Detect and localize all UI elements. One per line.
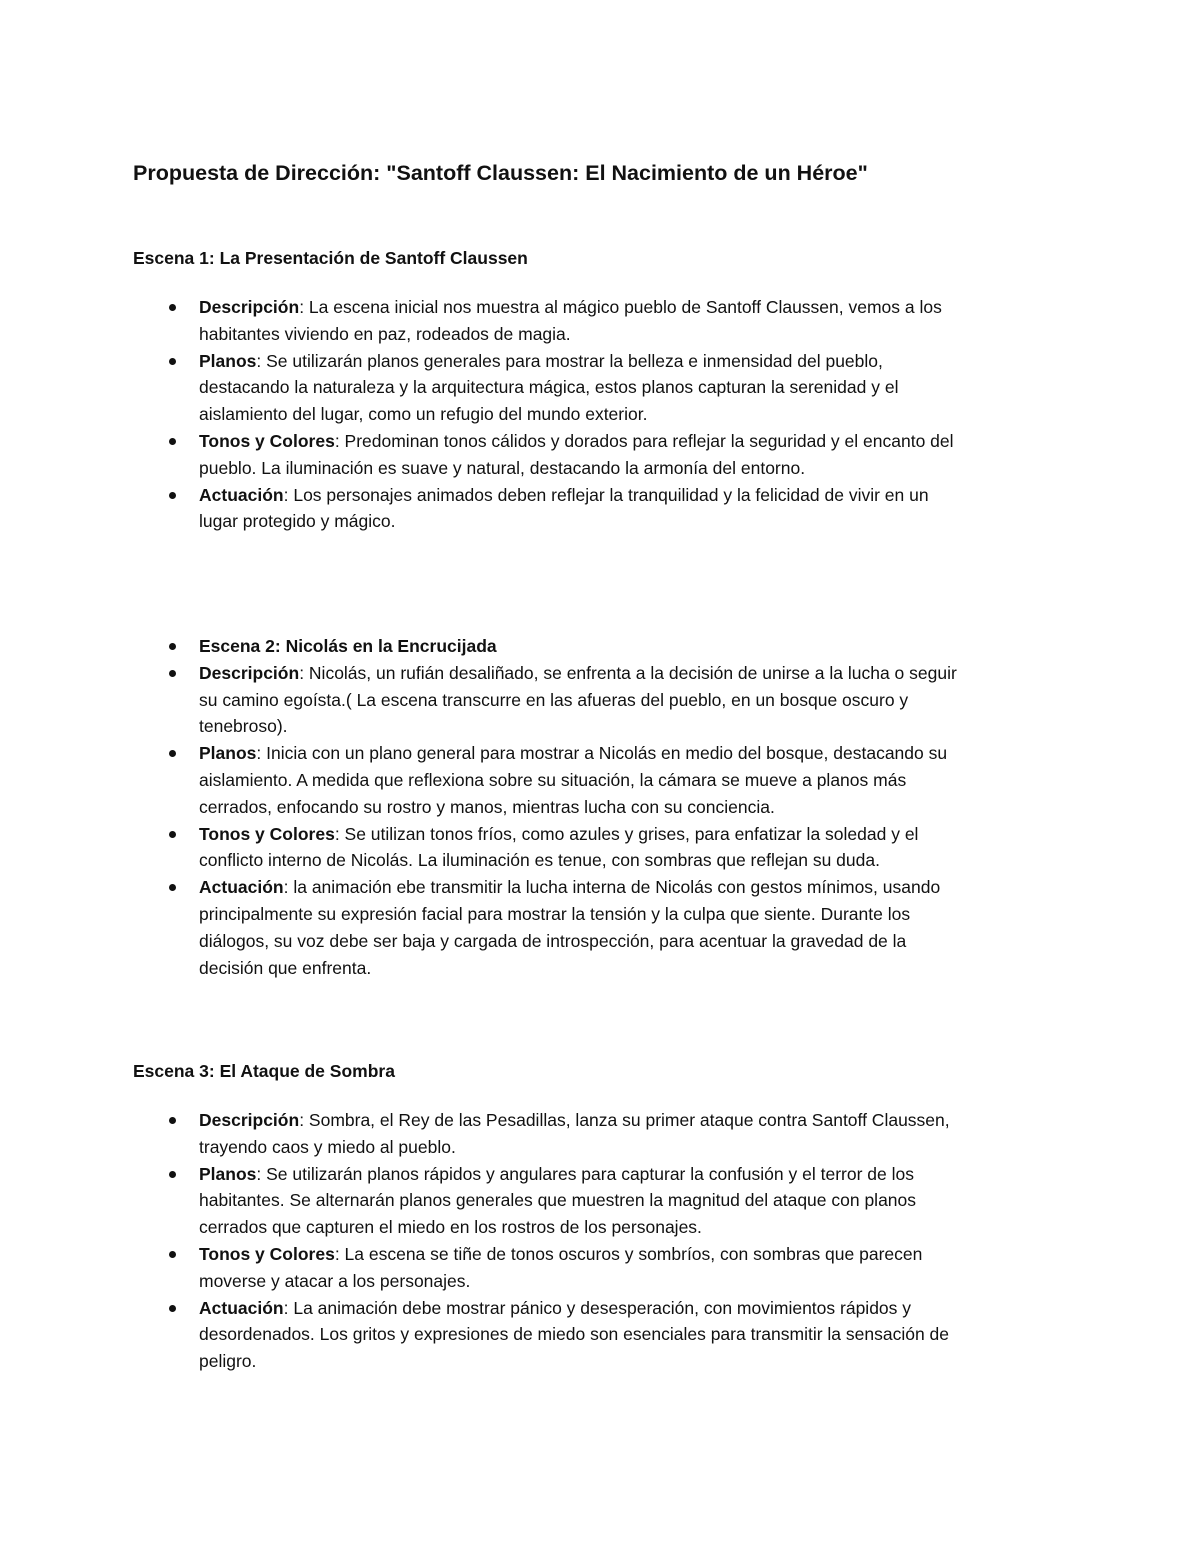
list-item xyxy=(0,1107,969,1161)
scene-1-heading: Escena 1: La Presentación de Santoff Claussen xyxy=(133,248,528,268)
bullet-icon xyxy=(169,304,176,311)
bullet-icon xyxy=(169,1251,176,1258)
bullet-icon xyxy=(169,884,176,891)
item-text: : La escena se tiñe de tonos oscuros y sombríos, con sombras que parecen moverse y atacar a los personajes. xyxy=(199,1243,923,1291)
list-item xyxy=(0,821,969,875)
item-text: : La escena inicial nos muestra al mágico pueblo de Santoff Claussen, vemos a los habitantes viviendo en paz, rodeados de magia. xyxy=(199,297,942,344)
item-text: : Sombra, el Rey de las Pesadillas, lanza su primer ataque contra Santoff Claussen, trayendo caos y miedo al pueblo. xyxy=(199,1110,950,1157)
bullet-icon xyxy=(169,438,176,445)
bullet-icon xyxy=(169,1171,176,1178)
list-item xyxy=(0,660,969,740)
item-text: : La animación debe mostrar pánico y desesperación, con movimientos rápidos y desordenados. Los gritos y expresiones de miedo son esenciales para transmitir la sensación de peligro. xyxy=(199,1297,950,1372)
item-text: : la animación ebe transmitir la lucha interna de Nicolás con gestos mínimos, usando principalmente su expresión facial para mostrar la tensión y la culpa que siente. Durante los diálogos, su voz debe ser baja y cargada de introspección, para acentuar la gravedad de la decisión que enfrenta. xyxy=(199,877,941,978)
scene-3-heading: Escena 3: El Ataque de Sombra xyxy=(133,1061,395,1081)
list-item xyxy=(0,1161,969,1241)
scene-1-list xyxy=(0,294,1000,535)
bullet-icon xyxy=(169,492,176,499)
item-label: Planos xyxy=(199,743,257,764)
item-label: Actuación xyxy=(199,1297,284,1318)
list-item xyxy=(0,1295,969,1375)
list-item xyxy=(0,740,969,820)
item-label: Descripción xyxy=(199,1110,300,1130)
list-item xyxy=(0,874,969,981)
list-item xyxy=(0,348,969,428)
item-text: : Se utilizarán planos generales para mostrar la belleza e inmensidad del pueblo, destacando la naturaleza y la arquitectura mágica, estos planos capturan la serenidad y el aislamiento del lugar, como un refugio del mundo exterior. xyxy=(199,350,899,425)
list-item xyxy=(0,482,969,536)
bullet-icon xyxy=(169,1117,176,1124)
item-text: : Nicolás, un rufián desaliñado, se enfrenta a la decisión de unirse a la lucha o seguir su camino egoísta.( La escena transcurre en las afueras del pueblo, en un bosque oscuro y tenebroso). xyxy=(199,662,957,737)
document-title: Propuesta de Dirección: "Santoff Claussen: El Nacimiento de un Héroe" xyxy=(133,161,868,185)
item-text: : Se utilizan tonos fríos, como azules y grises, para enfatizar la soledad y el conflicto interno de Nicolás. La iluminación es tenue, con sombras que reflejan su duda. xyxy=(199,823,919,871)
item-label: Tonos y Colores xyxy=(199,823,335,844)
bullet-icon xyxy=(169,1305,176,1312)
list-item xyxy=(0,1241,969,1295)
bullet-icon xyxy=(169,831,176,838)
scene-2-heading: Escena 2: Nicolás en la Encrucijada xyxy=(199,636,497,656)
scene-3-list xyxy=(0,1107,1000,1375)
item-label: Actuación xyxy=(199,484,284,505)
bullet-icon xyxy=(169,643,176,650)
scene-2-list xyxy=(0,633,1000,981)
item-label: Descripción xyxy=(199,662,300,683)
item-text: : Los personajes animados deben reflejar la tranquilidad y la felicidad de vivir en un lugar protegido y mágico. xyxy=(199,484,929,532)
item-text: : Inicia con un plano general para mostrar a Nicolás en medio del bosque, destacando su aislamiento. A medida que reflexiona sobre su situación, la cámara se mueve a planos más cerrados, enfocando su rostro y manos, mientras lucha con su conciencia. xyxy=(199,743,948,817)
scene-2-heading-item xyxy=(0,633,969,660)
item-text: : Se utilizarán planos rápidos y angulares para capturar la confusión y el terror de los habitantes. Se alternarán planos generales que muestren la magnitud del ataque con planos cerrados que capturen el miedo en los rostros de los personajes. xyxy=(199,1163,917,1238)
item-text: : Predominan tonos cálidos y dorados para reflejar la seguridad y el encanto del pueblo. La iluminación es suave y natural, destacando la armonía del entorno. xyxy=(199,430,954,478)
item-label: Tonos y Colores xyxy=(199,430,335,451)
list-item xyxy=(0,294,969,348)
item-label: Planos xyxy=(199,1163,257,1184)
item-label: Actuación xyxy=(199,877,284,898)
list-item xyxy=(0,428,969,482)
bullet-icon xyxy=(169,358,176,365)
item-label: Tonos y Colores xyxy=(199,1243,335,1264)
bullet-icon xyxy=(169,750,176,757)
item-label: Planos xyxy=(199,350,257,371)
bullet-icon xyxy=(169,670,176,677)
item-label: Descripción xyxy=(199,297,300,317)
